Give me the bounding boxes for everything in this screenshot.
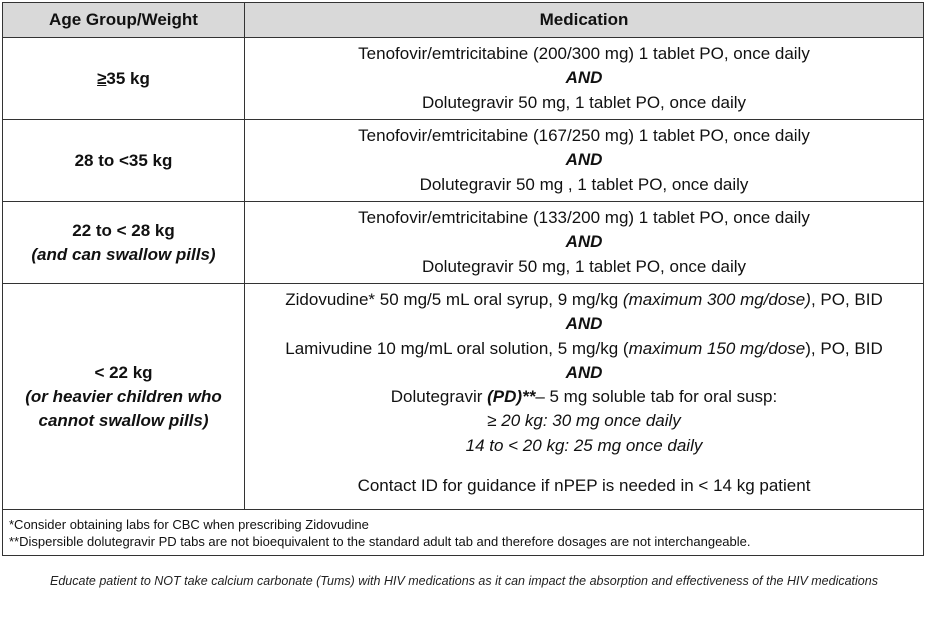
med-text-italic: (maximum 300 mg/dose) (622, 290, 811, 309)
and-label: AND (565, 150, 603, 170)
med-text: , PO, BID (810, 290, 883, 309)
med-line-lamivudine (245, 337, 923, 361)
age-value: 22 to < 28 kg (72, 220, 175, 240)
table-row (3, 120, 924, 202)
med-text: ), PO, BID (805, 338, 883, 358)
medication-cell (245, 202, 924, 284)
notes-cell (3, 510, 924, 556)
and-label: AND (565, 362, 603, 382)
med-line-dolutegravir (245, 385, 923, 409)
table-row (3, 202, 924, 284)
med-line: Dolutegravir 50 mg, 1 tablet PO, once daily (421, 92, 747, 112)
dose-line: 14 to < 20 kg: 25 mg once daily (465, 435, 703, 455)
age-note: cannot swallow pills) (38, 410, 209, 430)
med-line: Dolutegravir 50 mg , 1 tablet PO, once daily (419, 174, 749, 194)
contact-line: Contact ID for guidance if nPEP is needed in < 14 kg patient (357, 476, 811, 496)
med-text: – 5 mg soluble tab for oral susp: (535, 387, 778, 407)
med-text: Lamivudine 10 mg/mL oral solution, 5 mg/kg ( (285, 338, 629, 358)
notes-row (3, 510, 924, 556)
med-line: Tenofovir/emtricitabine (200/300 mg) 1 tablet PO, once daily (358, 44, 810, 64)
age-cell: 28 to <35 kg (3, 120, 245, 202)
age-note: (or heavier children who (25, 386, 222, 406)
footnote: *Consider obtaining labs for CBC when prescribing Zidovudine (9, 517, 369, 532)
and-label: AND (565, 68, 603, 88)
med-text: Zidovudine* 50 mg/5 mL oral syrup, 9 mg/kg (285, 290, 623, 309)
dose-line: ≥ 20 kg: 30 mg once daily (487, 411, 681, 431)
footnote: **Dispersible dolutegravir PD tabs are not bioequivalent to the standard adult tab and therefore dosages are not interchangeable. (9, 534, 751, 549)
age-value: < 22 kg (94, 362, 153, 382)
header-age: Age Group/Weight (3, 3, 245, 38)
table-row (3, 284, 924, 510)
med-text: Dolutegravir (390, 387, 488, 407)
med-line: Tenofovir/emtricitabine (133/200 mg) 1 tablet PO, once daily (358, 208, 810, 228)
and-label: AND (565, 232, 603, 252)
dosing-table (2, 2, 924, 556)
footer-note: Educate patient to NOT take calcium carbonate (Tums) with HIV medications as it can impact the absorption and effectiveness of the HIV medications (50, 574, 878, 588)
med-text-italic: maximum 150 mg/dose (628, 338, 806, 358)
table-row (3, 38, 924, 120)
spacer (245, 458, 923, 474)
age-cell (3, 38, 245, 120)
age-value: 35 kg (106, 68, 150, 88)
header-medication: Medication (245, 3, 924, 38)
table-header-row (3, 3, 924, 38)
age-note: (and can swallow pills) (31, 244, 216, 264)
age-cell (3, 202, 245, 284)
medication-cell (245, 120, 924, 202)
med-line: Tenofovir/emtricitabine (167/250 mg) 1 tablet PO, once daily (358, 126, 810, 146)
age-cell (3, 284, 245, 510)
age-prefix: ≥ (97, 68, 107, 88)
and-label: AND (565, 314, 603, 334)
med-line-zidovudine (245, 288, 923, 312)
medication-cell (245, 284, 924, 510)
medication-cell (245, 38, 924, 120)
med-line: Dolutegravir 50 mg, 1 tablet PO, once daily (421, 256, 747, 276)
med-text-bold-italic: (PD)** (487, 387, 536, 407)
